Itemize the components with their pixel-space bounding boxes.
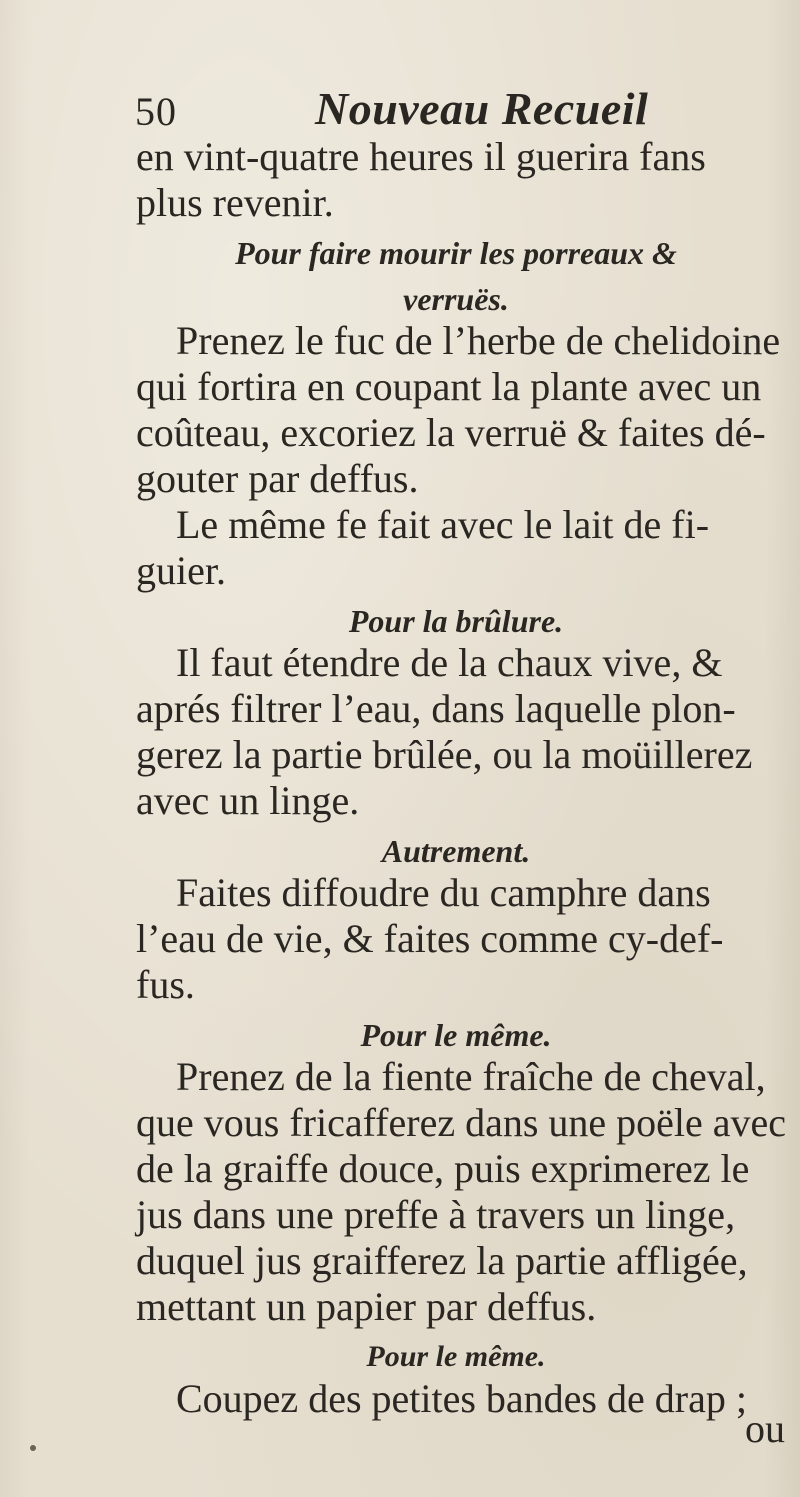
recipe-heading-same: Pour le même.	[360, 1017, 552, 1053]
paragraph-start: Il faut étendre de la chaux vive, &	[176, 640, 723, 685]
catchword: ou	[745, 1406, 785, 1451]
recipe-heading-burn: Pour la brûlure.	[348, 603, 564, 639]
recipe-heading-otherwise: Autrement.	[381, 833, 531, 869]
text-line: en vint-quatre heures il guerira fans	[136, 134, 706, 179]
text-line: guier.	[136, 548, 226, 593]
running-title: Nouveau Recueil	[315, 83, 649, 134]
paragraph-start: Prenez le fuc de l’herbe de chelidoine	[176, 318, 781, 363]
text-line: l’eau de vie, & faites comme cy-def-	[136, 916, 724, 961]
paragraph-start: Le même fe fait avec le lait de fi-	[176, 502, 710, 547]
text-line: de la graiffe douce, puis exprimerez le	[136, 1146, 750, 1191]
text-line: coûteau, excoriez la verruë & faites dé-	[136, 410, 766, 455]
text-line: gerez la partie brûlée, ou la moüillerez	[136, 732, 753, 777]
body-text	[136, 134, 788, 1422]
text-line: mettant un papier par deffus.	[136, 1284, 597, 1329]
text-line: qui fortira en coupant la plante avec un	[136, 364, 762, 409]
text-line: aprés filtrer l’eau, dans laquelle plon-	[136, 686, 736, 731]
page-header	[135, 82, 775, 138]
recipe-heading-warts: Pour faire mourir les porreaux &	[235, 235, 677, 271]
paragraph-start: Prenez de la fiente fraîche de cheval,	[176, 1054, 766, 1099]
paper-speck	[30, 1445, 36, 1451]
paragraph-start: Faites diffoudre du camphre dans	[176, 870, 711, 915]
recipe-heading-same-2: Pour le même.	[366, 1340, 546, 1373]
text-line: plus revenir.	[136, 180, 334, 225]
text-line: avec un linge.	[136, 778, 360, 823]
text-line: que vous fricafferez dans une poële avec	[136, 1100, 787, 1145]
paragraph-start: Coupez des petites bandes de drap ;	[176, 1376, 747, 1421]
text-line: fus.	[136, 962, 195, 1007]
recipe-heading-warts-cont: verruës.	[403, 281, 509, 317]
text-line: duquel jus graifferez la partie affligée,	[136, 1238, 748, 1283]
page-number: 50	[135, 89, 177, 134]
text-line: gouter par deffus.	[136, 456, 419, 501]
text-line: jus dans une preffe à travers un linge,	[136, 1192, 736, 1237]
